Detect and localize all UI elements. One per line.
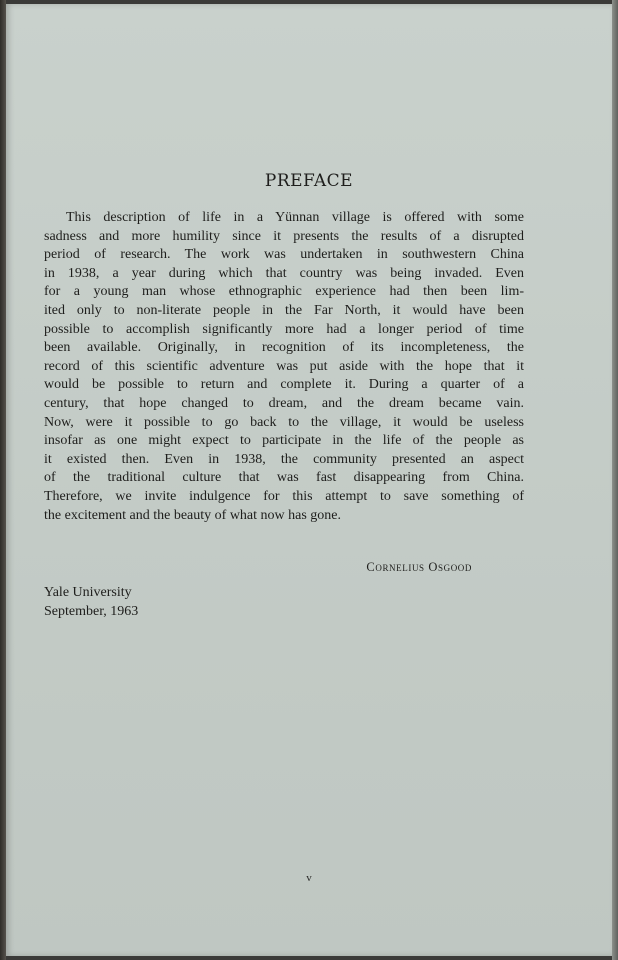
author-affiliation: [44, 583, 138, 621]
page-title: PREFACE: [264, 171, 354, 191]
affiliation-institution: Yale University: [44, 585, 132, 600]
paragraph-line: period of research. The work was undertaken in southwestern China: [44, 247, 524, 263]
author-signature: Cornelius Osgood: [366, 560, 472, 574]
paragraph-line: in 1938, a year during which that country was being invaded. Even: [44, 265, 524, 281]
affiliation-date: September, 1963: [44, 604, 139, 619]
paragraph-line: Therefore, we invite indulgence for this attempt to save something of: [44, 488, 524, 504]
page-number: v: [306, 872, 312, 884]
paragraph-line: insofar as one might expect to participate in the life of the people as: [44, 433, 524, 449]
book-page-edge: [612, 0, 618, 960]
paragraph-line: This description of life in a Yünnan village is offered with some: [66, 210, 524, 225]
paragraph-line: for a young man whose ethnographic experience had then been lim-: [44, 284, 524, 300]
paragraph-line: it existed then. Even in 1938, the community presented an aspect: [44, 451, 524, 467]
paragraph-line: the excitement and the beauty of what now has gone.: [44, 507, 342, 523]
paragraph-line: possible to accomplish significantly more had a longer period of time: [44, 321, 524, 337]
paragraph-line: century, that hope changed to dream, and the dream became vain.: [44, 395, 524, 411]
paragraph-line: record of this scientific adventure was put aside with the hope that it: [44, 358, 524, 374]
paragraph-line: been available. Originally, in recognition of its incompleteness, the: [44, 340, 524, 356]
preface-paragraph: [44, 209, 524, 525]
paragraph-line: sadness and more humility since it presents the results of a disrupted: [44, 228, 524, 244]
paragraph-line: would be possible to return and complete it. During a quarter of a: [44, 377, 524, 393]
paragraph-line: ited only to non-literate people in the Far North, it would have been: [44, 302, 524, 318]
paragraph-line: Now, were it possible to go back to the village, it would be useless: [44, 414, 524, 430]
book-page: [6, 4, 612, 956]
paragraph-line: of the traditional culture that was fast disappearing from China.: [44, 470, 524, 486]
